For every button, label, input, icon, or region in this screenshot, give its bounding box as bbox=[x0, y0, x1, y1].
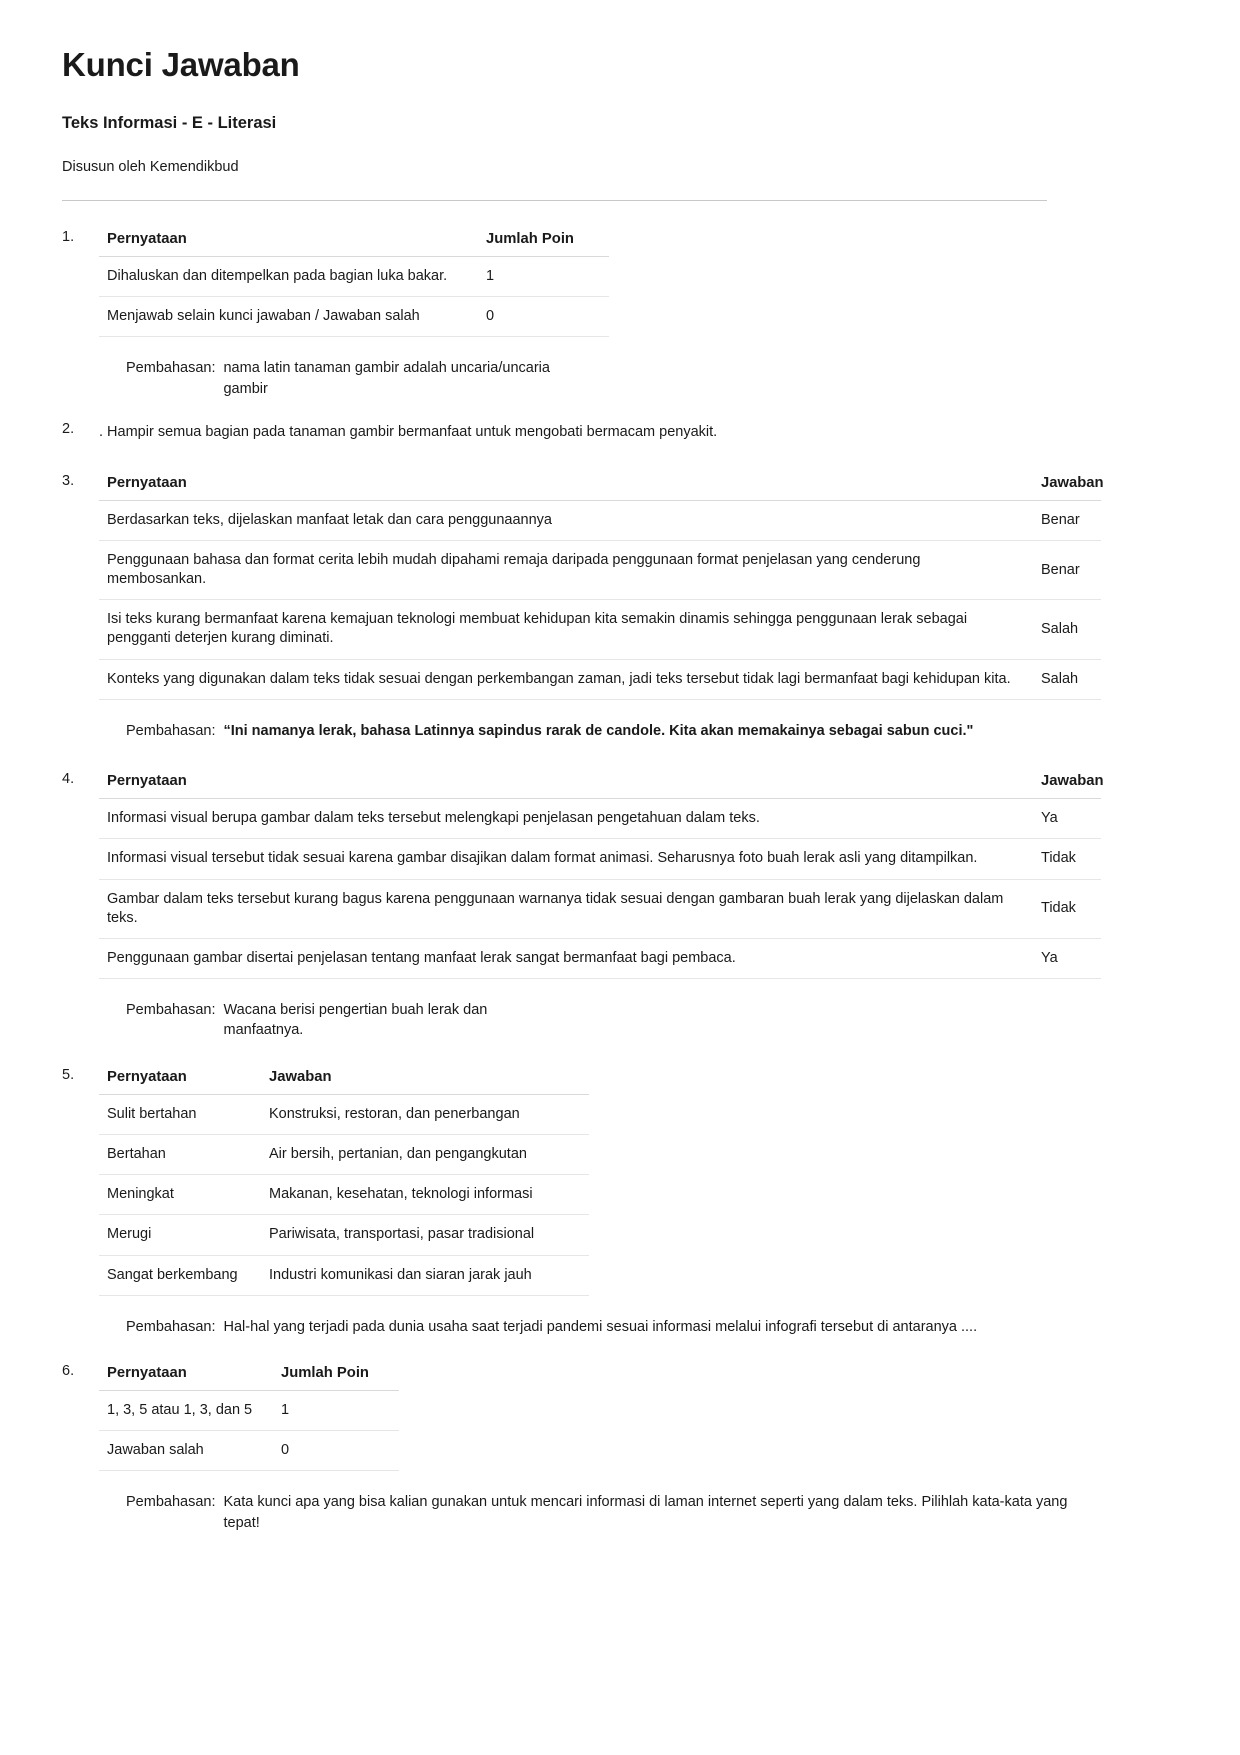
page-subtitle: Teks Informasi - E - Literasi bbox=[62, 113, 277, 132]
answer-cell: Makanan, kesehatan, teknologi informasi bbox=[257, 1175, 589, 1215]
table-row bbox=[99, 600, 1101, 659]
answer-cell: Benar bbox=[1029, 541, 1101, 600]
page-title: Kunci Jawaban bbox=[62, 46, 300, 83]
statement-cell: 1, 3, 5 atau 1, 3, dan 5 bbox=[99, 1391, 269, 1431]
statement-text: . Hampir semua bagian pada tanaman gambir bermanfaat untuk mengobati bermacam penyakit. bbox=[99, 424, 718, 441]
table-row bbox=[99, 297, 609, 337]
table-header-row bbox=[99, 473, 1101, 501]
page-byline: Disusun oleh Kemendikbud bbox=[62, 158, 239, 175]
pembahasan-3 bbox=[126, 721, 1240, 742]
statement-cell: Informasi visual berupa gambar dalam teks tersebut melengkapi penjelasan pengetahuan dalam teks. bbox=[99, 799, 1029, 839]
answer-cell: Industri komunikasi dan siaran jarak jauh bbox=[257, 1255, 589, 1295]
statement-cell: Meningkat bbox=[99, 1175, 257, 1215]
points-cell: 0 bbox=[474, 297, 609, 337]
answer-cell: Ya bbox=[1029, 799, 1101, 839]
table-row bbox=[99, 1215, 589, 1255]
table-row bbox=[99, 1175, 589, 1215]
column-header-jumlah-poin: Jumlah Poin bbox=[269, 1363, 399, 1391]
answer-table bbox=[99, 1067, 589, 1296]
column-header-jawaban: Jawaban bbox=[257, 1067, 589, 1095]
table-row bbox=[99, 659, 1101, 699]
header-divider bbox=[62, 200, 1047, 201]
statement-cell: Bertahan bbox=[99, 1135, 257, 1175]
question-number: 4. bbox=[62, 771, 75, 788]
table-row bbox=[99, 1431, 399, 1471]
question-block-4 bbox=[62, 771, 1240, 1041]
column-header-pernyataan: Pernyataan bbox=[99, 1363, 269, 1391]
pembahasan-label: Pembahasan: bbox=[126, 1318, 216, 1335]
table-row bbox=[99, 1135, 589, 1175]
answer-cell: Tidak bbox=[1029, 879, 1101, 938]
answer-cell: Ya bbox=[1029, 938, 1101, 978]
question-body bbox=[99, 421, 1240, 443]
pembahasan-5 bbox=[126, 1317, 1240, 1338]
question-block-3 bbox=[62, 473, 1240, 741]
answer-cell: Air bersih, pertanian, dan pengangkutan bbox=[257, 1135, 589, 1175]
question-number: 5. bbox=[62, 1067, 75, 1084]
answer-table bbox=[99, 229, 609, 337]
column-header-jumlah-poin: Jumlah Poin bbox=[474, 229, 609, 257]
question-number: 3. bbox=[62, 472, 75, 489]
table-row bbox=[99, 799, 1101, 839]
pembahasan-text: Kata kunci apa yang bisa kalian gunakan untuk mencari informasi di laman internet seperti yang dalam teks. Pilihlah kata-kata yang tepat! bbox=[223, 1494, 1068, 1532]
question-body bbox=[99, 229, 1240, 399]
table-header-row bbox=[99, 1363, 399, 1391]
statement-cell: Jawaban salah bbox=[99, 1431, 269, 1471]
statement-cell: Merugi bbox=[99, 1215, 257, 1255]
table-row bbox=[99, 938, 1101, 978]
column-header-pernyataan: Pernyataan bbox=[99, 1067, 257, 1095]
answer-cell: Tidak bbox=[1029, 839, 1101, 879]
question-number: 2. bbox=[62, 421, 75, 438]
pembahasan-label: Pembahasan: bbox=[126, 1494, 216, 1511]
pembahasan-label: Pembahasan: bbox=[126, 360, 216, 377]
question-number: 6. bbox=[62, 1363, 75, 1380]
statement-cell: Isi teks kurang bermanfaat karena kemajuan teknologi membuat kehidupan kita semakin dinamis sehingga penggunaan lerak sebagai pengganti deterjen kurang diminati. bbox=[99, 600, 1029, 659]
pembahasan-6 bbox=[126, 1492, 1240, 1533]
pembahasan-4 bbox=[126, 1000, 1240, 1041]
statement-cell: Penggunaan bahasa dan format cerita lebih mudah dipahami remaja daripada penggunaan format penjelasan yang cenderung membosankan. bbox=[99, 541, 1029, 600]
question-block-5 bbox=[62, 1067, 1240, 1337]
question-body bbox=[99, 1067, 1240, 1337]
table-row bbox=[99, 256, 609, 296]
column-header-jawaban: Jawaban bbox=[1029, 771, 1101, 799]
statement-cell: Gambar dalam teks tersebut kurang bagus karena penggunaan warnanya tidak sesuai dengan gambaran buah lerak yang dijelaskan dalam teks. bbox=[99, 879, 1029, 938]
answer-table bbox=[99, 771, 1104, 979]
table-row bbox=[99, 879, 1101, 938]
answer-cell: Konstruksi, restoran, dan penerbangan bbox=[257, 1095, 589, 1135]
table-row bbox=[99, 1255, 589, 1295]
question-block-1 bbox=[62, 229, 1240, 399]
pembahasan-text: “Ini namanya lerak, bahasa Latinnya sapindus rarak de candole. Kita akan memakainya sebagai sabun cuci." bbox=[223, 722, 974, 739]
statement-cell: Sulit bertahan bbox=[99, 1095, 257, 1135]
pembahasan-1 bbox=[126, 358, 1240, 399]
table-header-row bbox=[99, 229, 609, 257]
statement-cell: Dihaluskan dan ditempelkan pada bagian luka bakar. bbox=[99, 256, 474, 296]
answer-table bbox=[99, 1363, 399, 1471]
table-row bbox=[99, 1391, 399, 1431]
column-header-jawaban: Jawaban bbox=[1029, 473, 1101, 501]
pembahasan-label: Pembahasan: bbox=[126, 722, 216, 739]
table-row bbox=[99, 500, 1101, 540]
points-cell: 1 bbox=[474, 256, 609, 296]
statement-cell: Menjawab selain kunci jawaban / Jawaban salah bbox=[99, 297, 474, 337]
statement-cell: Informasi visual tersebut tidak sesuai karena gambar disajikan dalam format animasi. Seharusnya foto buah lerak asli yang ditampilkan. bbox=[99, 839, 1029, 879]
statement-cell: Sangat berkembang bbox=[99, 1255, 257, 1295]
answer-cell: Salah bbox=[1029, 600, 1101, 659]
table-header-row bbox=[99, 771, 1101, 799]
answer-table bbox=[99, 473, 1104, 700]
question-body bbox=[99, 1363, 1240, 1533]
statement-cell: Konteks yang digunakan dalam teks tidak sesuai dengan perkembangan zaman, jadi teks tersebut tidak lagi bermanfaat bagi kehidupan kita. bbox=[99, 659, 1029, 699]
pembahasan-label: Pembahasan: bbox=[126, 1001, 216, 1018]
pembahasan-text: Wacana berisi pengertian buah lerak dan manfaatnya. bbox=[223, 1001, 488, 1039]
pembahasan-text: Hal-hal yang terjadi pada dunia usaha saat terjadi pandemi sesuai informasi melalui infografi tersebut di antaranya .... bbox=[223, 1318, 978, 1335]
points-cell: 1 bbox=[269, 1391, 399, 1431]
column-header-pernyataan: Pernyataan bbox=[99, 229, 474, 257]
column-header-pernyataan: Pernyataan bbox=[99, 771, 1029, 799]
table-row bbox=[99, 541, 1101, 600]
question-body bbox=[99, 771, 1240, 1041]
points-cell: 0 bbox=[269, 1431, 399, 1471]
table-header-row bbox=[99, 1067, 589, 1095]
question-body bbox=[99, 473, 1240, 741]
question-block-6 bbox=[62, 1363, 1240, 1533]
question-number: 1. bbox=[62, 228, 75, 245]
page-content bbox=[62, 46, 1240, 1534]
answer-cell: Benar bbox=[1029, 500, 1101, 540]
statement-cell: Penggunaan gambar disertai penjelasan tentang manfaat lerak sangat bermanfaat bagi pembaca. bbox=[99, 938, 1029, 978]
statement-cell: Berdasarkan teks, dijelaskan manfaat letak dan cara penggunaannya bbox=[99, 500, 1029, 540]
table-row bbox=[99, 839, 1101, 879]
answer-cell: Salah bbox=[1029, 659, 1101, 699]
answer-cell: Pariwisata, transportasi, pasar tradisional bbox=[257, 1215, 589, 1255]
column-header-pernyataan: Pernyataan bbox=[99, 473, 1029, 501]
pembahasan-text: nama latin tanaman gambir adalah uncaria/uncaria gambir bbox=[223, 360, 550, 397]
question-block-2 bbox=[62, 421, 1240, 443]
table-row bbox=[99, 1095, 589, 1135]
